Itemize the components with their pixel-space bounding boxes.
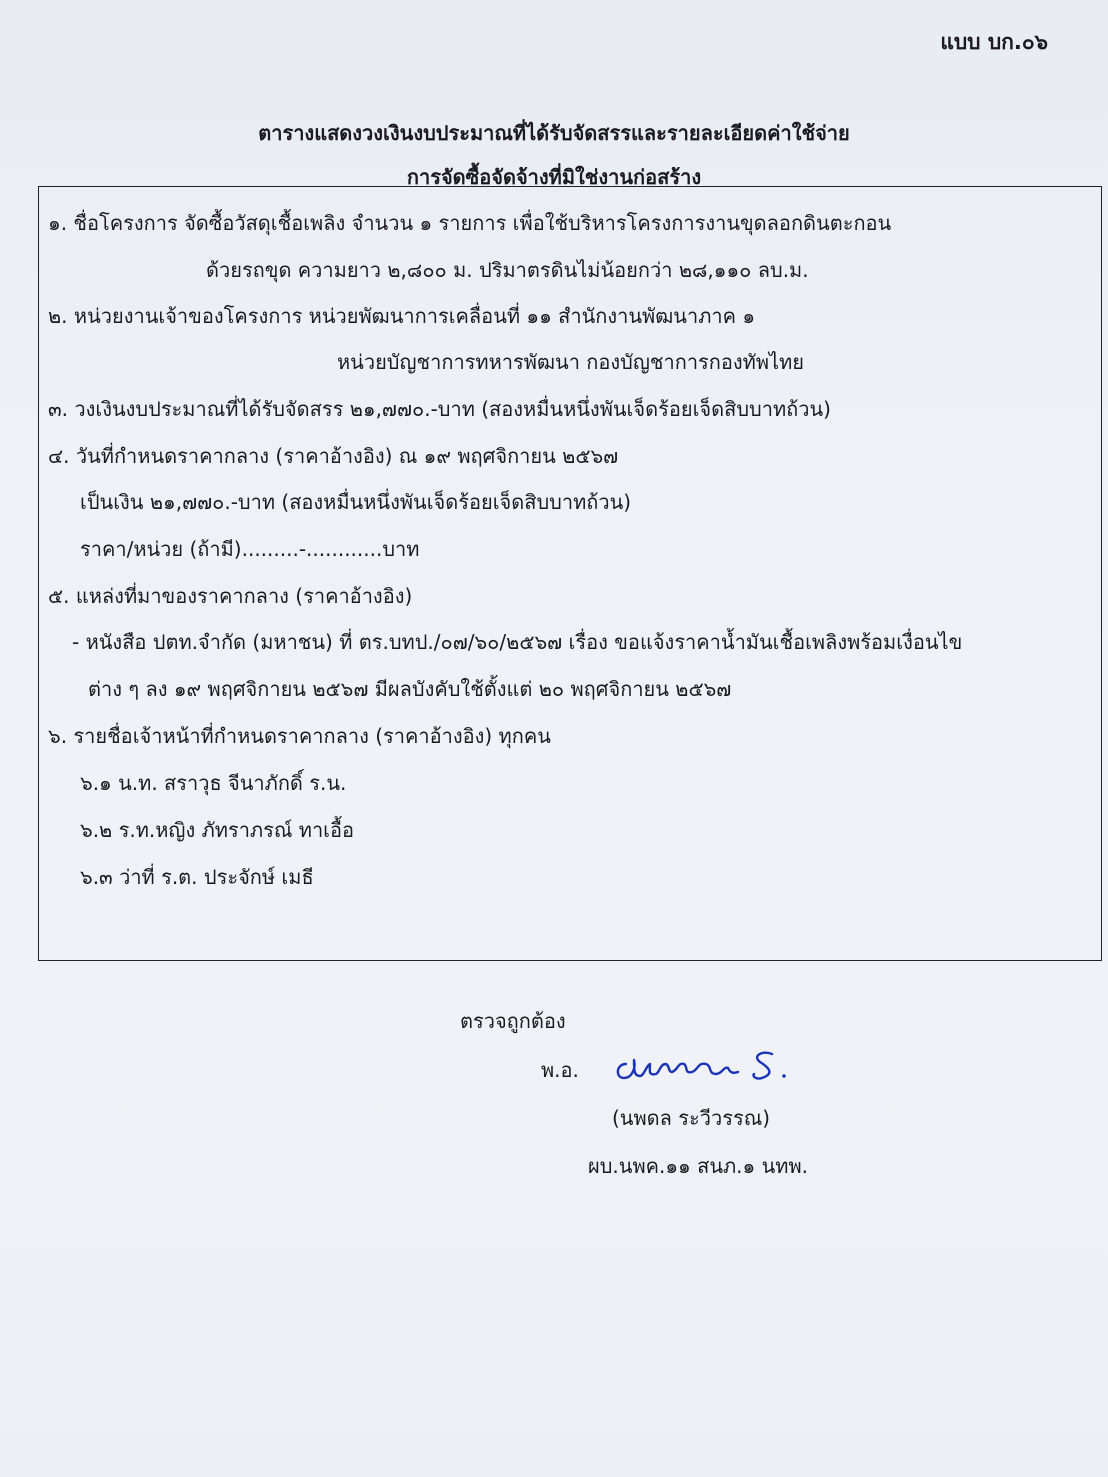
form-code: แบบ บก.๐๖ xyxy=(940,30,1048,54)
item-4-reference-date: ๔. วันที่กำหนดราคากลาง (ราคาอ้างอิง) ณ ๑๙ พฤศจิกายน ๒๕๖๗ xyxy=(48,444,619,468)
item-5-price-source: ๕. แหล่งที่มาของราคากลาง (ราคาอ้างอิง) xyxy=(48,584,413,608)
item-2-owner-unit: ๒. หน่วยงานเจ้าของโครงการ หน่วยพัฒนาการเคลื่อนที่ ๑๑ สำนักงานพัฒนาภาค ๑ xyxy=(48,304,756,328)
signer-rank: พ.อ. xyxy=(541,1058,579,1082)
item-1-project-name: ๑. ชื่อโครงการ จัดซื้อวัสดุเชื้อเพลิง จำนวน ๑ รายการ เพื่อใช้บริหารโครงการงานขุดลอกดินตะกอน xyxy=(48,211,892,235)
item-1-project-detail: ด้วยรถขุด ความยาว ๒,๘๐๐ ม. ปริมาตรดินไม่น้อยกว่า ๒๘,๑๑๐ ลบ.ม. xyxy=(206,258,809,282)
item-4-amount: เป็นเงิน ๒๑,๗๗๐.-บาท (สองหมื่นหนึ่งพันเจ็ดร้อยเจ็ดสิบบาทถ้วน) xyxy=(80,490,632,514)
item-5-reference-letter: - หนังสือ ปตท.จำกัด (มหาชน) ที่ ตร.บทป./๐๗/๖๐/๒๕๖๗ เรื่อง ขอแจ้งราคาน้ำมันเชื้อเพลิงพร้อมเงื่อนไข xyxy=(72,630,963,654)
certify-label: ตรวจถูกต้อง xyxy=(460,1009,566,1033)
officer-1: ๖.๑ น.ท. สราวุธ จีนาภักดิ์ ร.น. xyxy=(80,771,347,795)
officer-2: ๖.๒ ร.ท.หญิง ภัทราภรณ์ ทาเอื้อ xyxy=(80,818,355,842)
item-3-budget: ๓. วงเงินงบประมาณที่ได้รับจัดสรร ๒๑,๗๗๐.-บาท (สองหมื่นหนึ่งพันเจ็ดร้อยเจ็ดสิบบาทถ้วน) xyxy=(48,397,831,421)
item-6-officers: ๖. รายชื่อเจ้าหน้าที่กำหนดราคากลาง (ราคาอ้างอิง) ทุกคน xyxy=(48,724,551,748)
signer-position: ผบ.นพค.๑๑ สนภ.๑ นทพ. xyxy=(588,1154,808,1178)
officer-3: ๖.๓ ว่าที่ ร.ต. ประจักษ์ เมธี xyxy=(80,865,314,889)
item-2-owner-unit-cont: หน่วยบัญชาการทหารพัฒนา กองบัญชาการกองทัพไทย xyxy=(337,350,805,374)
document-subtitle: การจัดซื้อจัดจ้างที่มิใช่งานก่อสร้าง xyxy=(406,165,702,189)
item-4-unit-price: ราคา/หน่วย (ถ้ามี).........-............บาท xyxy=(80,537,420,561)
document-title: ตารางแสดงวงเงินงบประมาณที่ได้รับจัดสรรและรายละเอียดค่าใช้จ่าย xyxy=(258,121,850,145)
handwritten-signature xyxy=(612,1040,802,1088)
item-5-reference-letter-cont: ต่าง ๆ ลง ๑๙ พฤศจิกายน ๒๕๖๗ มีผลบังคับใช้ตั้งแต่ ๒๐ พฤศจิกายน ๒๕๖๗ xyxy=(88,677,732,701)
signer-name: (นพดล ระวีวรรณ) xyxy=(612,1106,771,1130)
